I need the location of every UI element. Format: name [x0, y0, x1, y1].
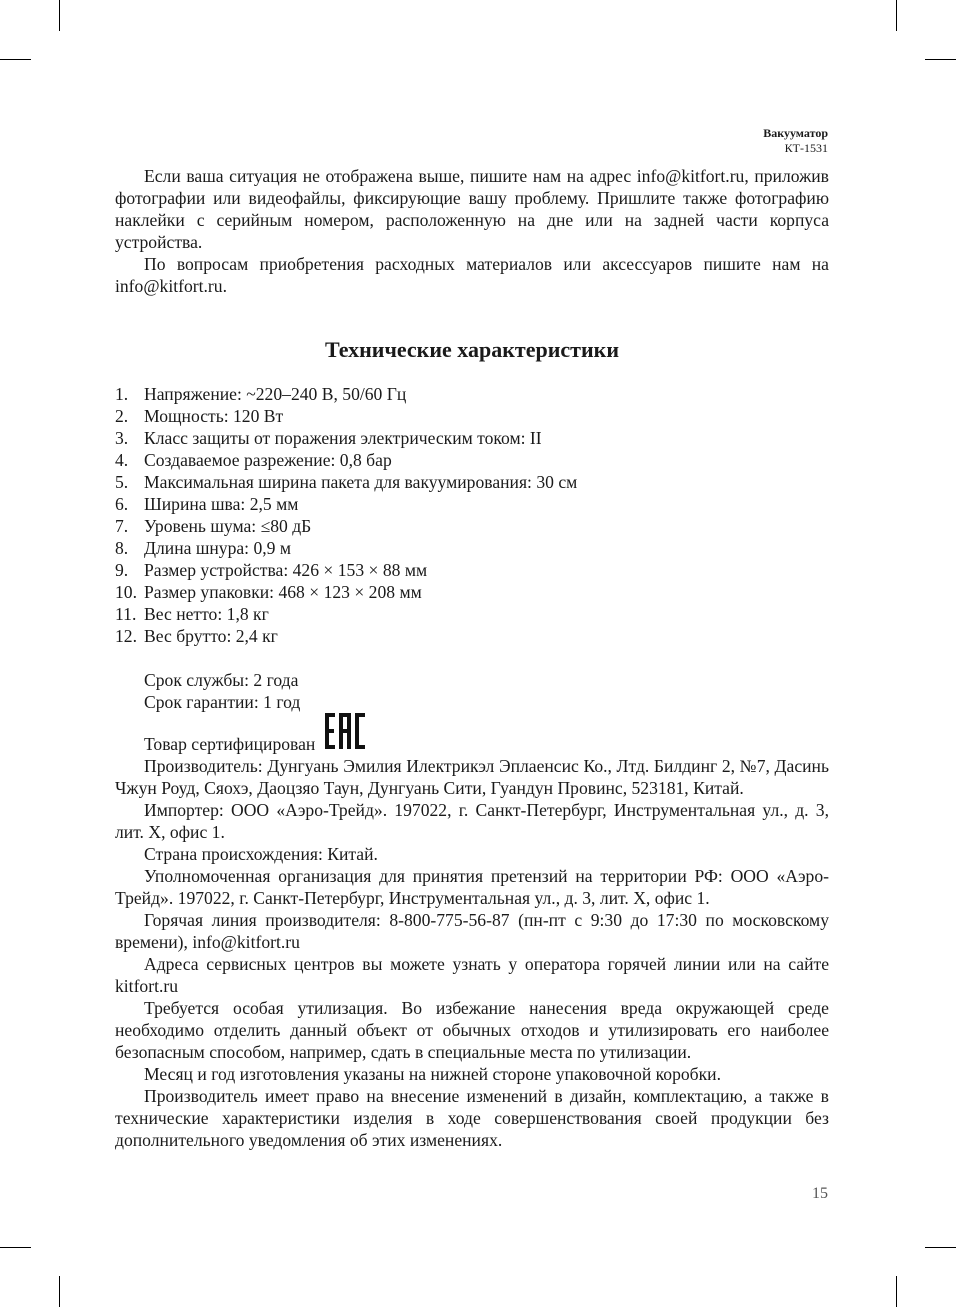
header-product: Вакууматор	[763, 126, 828, 140]
intro-paragraph-contact: Если ваша ситуация не отображена выше, пишите нам на адрес info@kitfort.ru, приложив фотографии или видеофайлы, фиксирующие вашу проблему. Пришлите также фотографию наклейки с серийным номером, расположенную на дне или на задней части корпуса устройства.	[115, 166, 829, 252]
crop-mark	[896, 0, 897, 31]
intro-paragraph-accessories: По вопросам приобретения расходных материалов или аксессуаров пишите нам на info@kitfort.ru.	[115, 254, 829, 296]
spec-item: 12. Вес брутто: 2,4 кг	[115, 626, 278, 646]
spec-item: 1. Напряжение: ~220–240 В, 50/60 Гц	[115, 384, 407, 404]
spec-item: 10. Размер упаковки: 468 × 123 × 208 мм	[115, 582, 422, 602]
page-number: 15	[812, 1185, 828, 1202]
authorized-organization: Уполномоченная организация для принятия претензий на территории РФ: ООО «Аэро-Трейд». 197022, г. Санкт-Петербург, Инструментальная ул., д. 3, лит. Х, офис 1.	[115, 866, 829, 908]
spec-item: 4. Создаваемое разрежение: 0,8 бар	[115, 450, 392, 470]
hotline: Горячая линия производителя: 8-800-775-56-87 (пн-пт с 9:30 до 17:30 по московскому времени), info@kitfort.ru	[115, 910, 829, 952]
page-content	[115, 165, 829, 1151]
eac-mark-icon	[325, 713, 365, 754]
service-life: Срок службы: 2 года	[144, 670, 299, 690]
running-header	[763, 126, 828, 156]
crop-mark	[0, 59, 31, 60]
crop-mark	[59, 1276, 60, 1307]
spec-item: 11. Вес нетто: 1,8 кг	[115, 604, 269, 624]
importer: Импортер: ООО «Аэро-Трейд». 197022, г. Санкт-Петербург, Инструментальная ул., д. 3, лит. Х, офис 1.	[115, 800, 829, 842]
manufacture-date-note: Месяц и год изготовления указаны на нижней стороне упаковочной коробки.	[144, 1064, 721, 1084]
spec-item: 2. Мощность: 120 Вт	[115, 406, 284, 426]
certification-row	[115, 713, 829, 755]
spec-item: 7. Уровень шума: ≤80 дБ	[115, 516, 312, 536]
disposal-notice: Требуется особая утилизация. Во избежание нанесения вреда окружающей среде необходимо отделить данный объект от обычных отходов и утилизировать его наиболее безопасным способом, например, сдать в специальные места по утилизации.	[115, 998, 829, 1062]
specs-list	[115, 383, 829, 647]
crop-mark	[925, 59, 956, 60]
crop-mark	[0, 1247, 31, 1248]
service-centers: Адреса сервисных центров вы можете узнать у оператора горячей линии или на сайте kitfort.ru	[115, 954, 829, 996]
country-of-origin: Страна происхождения: Китай.	[144, 844, 378, 864]
changes-disclaimer: Производитель имеет право на внесение изменений в дизайн, комплектацию, а также в технические характеристики изделия в ходе совершенствования своей продукции без дополнительного уведомления об этих изменениях.	[115, 1086, 829, 1150]
spec-item: 3. Класс защиты от поражения электрическим током: II	[115, 428, 542, 448]
spec-item: 5. Максимальная ширина пакета для вакуумирования: 30 см	[115, 472, 578, 492]
crop-mark	[59, 0, 60, 31]
crop-mark	[896, 1276, 897, 1307]
crop-mark	[925, 1247, 956, 1248]
warranty: Срок гарантии: 1 год	[144, 692, 301, 712]
header-model: КТ-1531	[784, 141, 828, 155]
spec-item: 6. Ширина шва: 2,5 мм	[115, 494, 299, 514]
spec-item: 8. Длина шнура: 0,9 м	[115, 538, 291, 558]
certified-label: Товар сертифицирован	[144, 734, 316, 754]
manufacturer: Производитель: Дунгуань Эмилия Илектрикэл Эплаенсис Ко., Лтд. Билдинг 2, №7, Дасинь Чжун Роуд, Сяохэ, Даоцзяо Таун, Дунгуань Сити, Гуандун Провинс, 523181, Китай.	[115, 756, 829, 798]
spec-item: 9. Размер устройства: 426 × 153 × 88 мм	[115, 560, 428, 580]
section-title: Технические характеристики	[324, 337, 620, 362]
